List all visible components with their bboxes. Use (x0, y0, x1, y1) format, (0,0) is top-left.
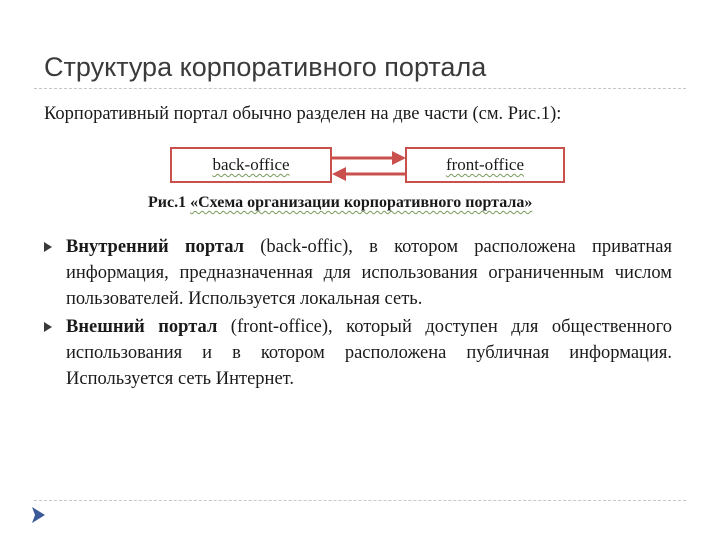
list-item (44, 314, 672, 392)
bullet-triangle-icon (44, 322, 52, 332)
title-divider (34, 88, 686, 89)
bullet-triangle-icon (44, 242, 52, 252)
slide-title: Структура корпоративного портала (44, 52, 487, 82)
caption-prefix: Рис.1 (148, 194, 191, 211)
intro-paragraph: Корпоративный портал обычно разделен на две части (см. Рис.1): (44, 104, 562, 124)
list-item (44, 234, 672, 312)
bullet-text: (front-office), который доступен для общественного использования и в котором расположена публичная информация. Используется сеть Интернет. (66, 317, 673, 389)
front-office-label: front-office (445, 155, 525, 174)
figure-caption (148, 194, 532, 212)
caption-title: «Схема организации корпоративного портала» (190, 194, 533, 211)
next-slide-arrow-icon[interactable] (30, 506, 46, 524)
bullet-term: Внешний портал (66, 317, 218, 337)
bullet-text: (back-offic), в котором расположена приватная информация, предназначенная для использования ограниченным числом пользователей. Используется локальная сеть. (66, 237, 672, 309)
bullet-list (44, 234, 672, 394)
back-office-box (170, 147, 332, 183)
bullet-term: Внутренний портал (66, 237, 244, 257)
front-office-box (405, 147, 565, 183)
back-office-label: back-office (212, 155, 290, 174)
footer-divider (34, 500, 686, 501)
bidirectional-arrows-icon (330, 148, 408, 184)
